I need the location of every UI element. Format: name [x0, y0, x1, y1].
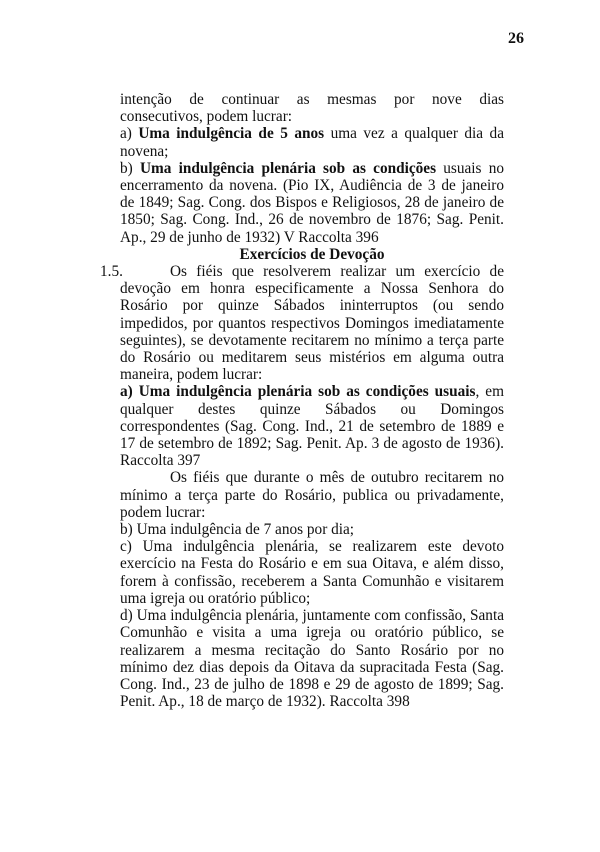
item-a-bold: Uma indulgência de 5 anos [138, 125, 325, 143]
item-a-rest: uma vez a qualquer dia da novena; [120, 125, 504, 160]
intro-line-2: consecutivos, podem lucrar: [120, 108, 293, 126]
section-paragraph: Os fiéis que resolverem realizar um exercício de devoção em honra especificamente a Nossa Senhora do Rosário por quinze Sábados ininterruptos (ou sendo impedidos, por quantos respectivos Domingos imediatamente seguintes), se devotamente recitarem no mínimo a terça parte do Rosário ou meditarem seus mistérios em alguma outra maneira, podem lucrar: [120, 263, 504, 384]
section-heading: Exercícios de Devoção [239, 245, 385, 263]
item-a-prefix: a) [120, 125, 139, 143]
item-b [120, 160, 504, 246]
body-text [100, 91, 504, 711]
section-number: 1.5. [100, 263, 123, 281]
section-1-5 [100, 263, 504, 384]
item-b-prefix: b) [120, 159, 140, 177]
october-paragraph: Os fiéis que durante o mês de outubro recitarem no mínimo a terça parte do Rosário, publica ou privadamente, podem lucrar: [120, 469, 504, 521]
item-d2: d) Uma indulgência plenária, juntamente com confissão, Santa Comunhão e visita a uma igreja ou oratório público, se realizarem a mesma recitação do Santo Rosário por no mínimo dez dias depois da Oitava da supracitada Festa (Sag. Cong. Ind., 23 de julho de 1898 e 29 de agosto de 1899; Sag. Penit. Ap., 18 de março de 1932). Raccolta 398 [120, 607, 504, 711]
item-a2 [120, 383, 504, 469]
item-a [120, 125, 504, 159]
item-b-bold: Uma indulgência plenária sob as condições [139, 159, 437, 177]
item-b2: b) Uma indulgência de 7 anos por dia; [120, 521, 355, 539]
item-a2-rest: , em qualquer destes quinze Sábados ou Domingos correspondentes (Sag. Cong. Ind., 21 de setembro de 1889 e 17 de setembro de 1892; Sag. Penit. Ap. 3 de agosto de 1936). Raccolta 397 [120, 383, 504, 470]
item-a2-bold: a) Uma indulgência plenária sob as condições usuais [120, 383, 476, 401]
item-c2: c) Uma indulgência plenária, se realizarem este devoto exercício na Festa do Rosário e em sua Oitava, e além disso, forem à confissão, receberem a Santa Comunhão e visitarem uma igreja ou oratório público; [120, 538, 504, 607]
item-b-rest: usuais no encerramento da novena. (Pio IX, Audiência de 3 de janeiro de 1849; Sag. Cong. dos Bispos e Religiosos, 28 de janeiro de 1850; Sag. Cong. Ind., 26 de novembro de 1876; Sag. Penit. Ap., 29 de junho de 1932) V Raccolta 396 [120, 159, 504, 246]
intro-line-1: intenção de continuar as mesmas por nove dias [120, 91, 504, 108]
page-number: 26 [508, 30, 524, 47]
